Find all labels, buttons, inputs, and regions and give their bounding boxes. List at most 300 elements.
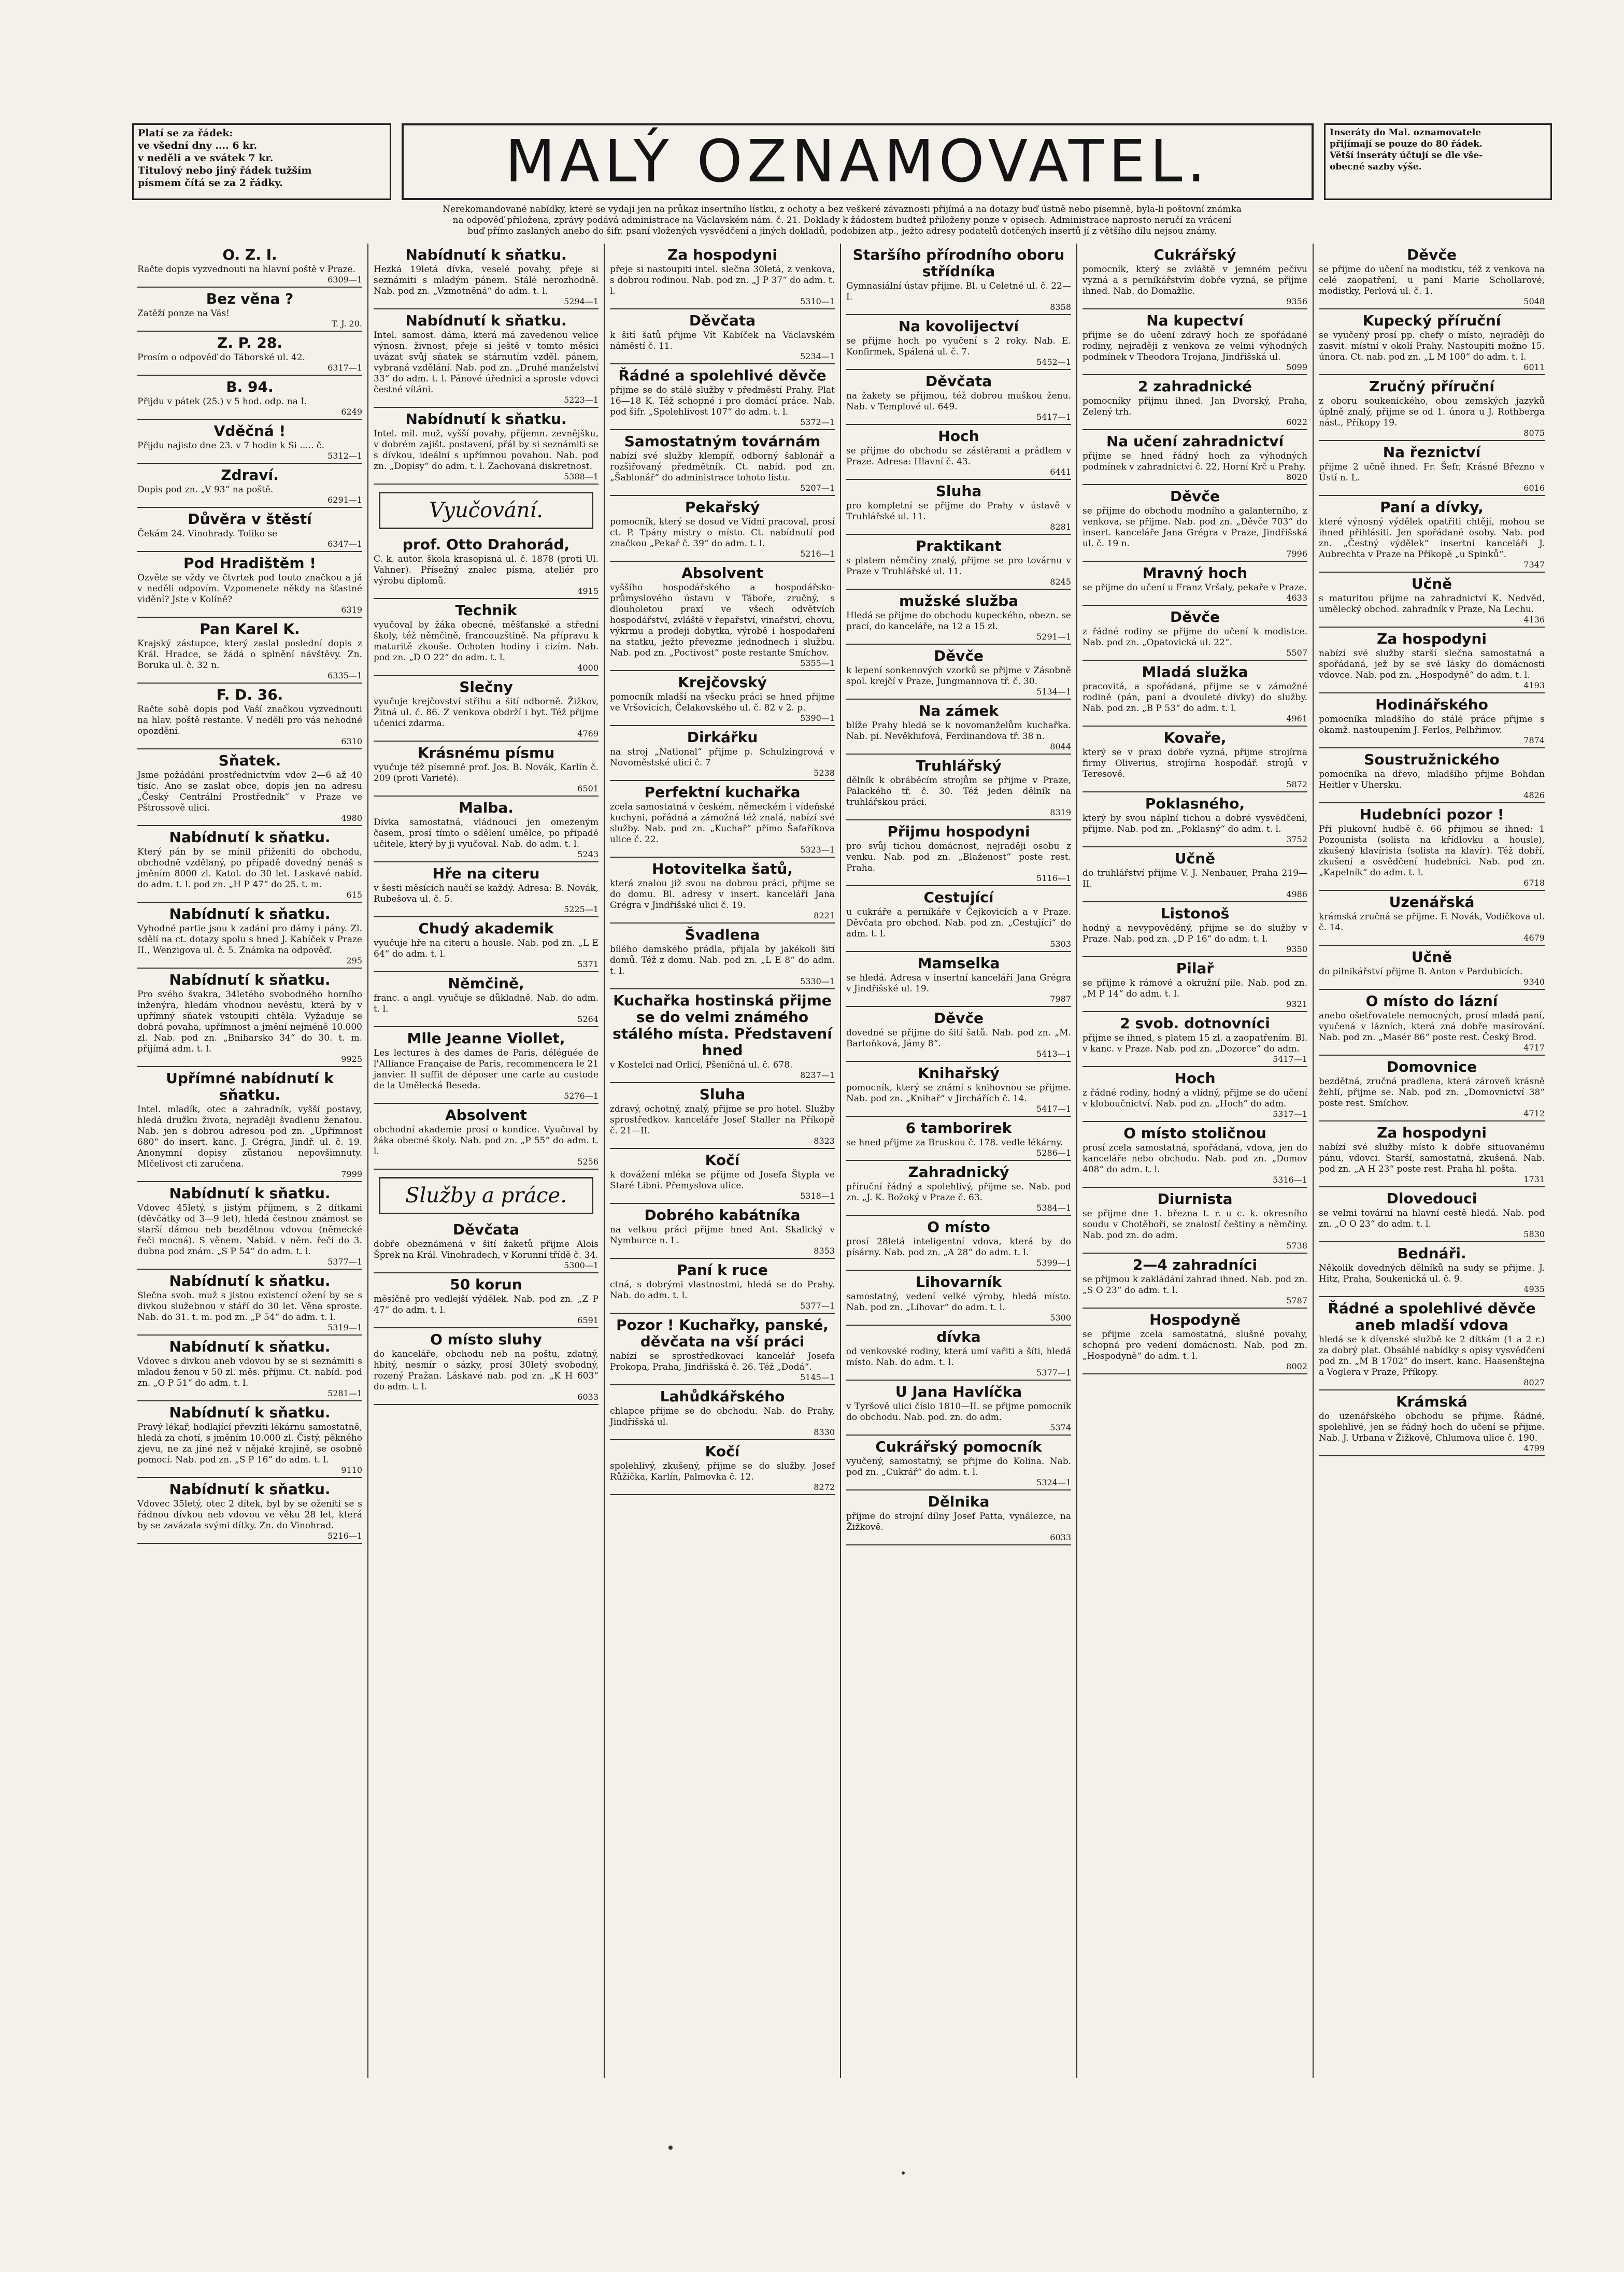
classified-ad xyxy=(137,1185,362,1267)
classified-ad xyxy=(1319,1190,1545,1239)
ad-reference-number: 8221 xyxy=(814,911,835,920)
classified-ad xyxy=(137,247,362,285)
ad-divider xyxy=(1082,1373,1307,1374)
ad-body: Intel. mil. muž, vyšší povahy, příjemn. zevnějšku, v dobrém zajišt. postavení, přál by si seznámiti se s dívkou, ideální s upřímnou povahou. Nab. pod zn. „Dopisy“ do adm. t. l. Zachovaná diskretnost. xyxy=(374,429,599,472)
classified-ad xyxy=(610,1207,835,1256)
ad-title: Nabídnutí k sňatku. xyxy=(169,1338,331,1355)
ad-body: prosí zcela samostatná, spořádaná, vdova, jen do kanceláře nebo obchodu. Nab. pod zn. „Domov 408“ do adm. t. l. xyxy=(1082,1143,1307,1175)
classified-ad xyxy=(610,367,835,427)
ad-body: blíže Prahy hledá se k novomanželům kuchařka. Nab. pí. Nevěklufová, Ferdinandova tř. 38 n. xyxy=(846,720,1071,742)
classified-ad xyxy=(1082,488,1307,559)
ad-reference-number: 9925 xyxy=(341,1054,362,1064)
ad-body: Vdovec 45letý, s jistým příjmem, s 2 dítkami (děvčátky od 3—9 let), hledá čestnou známost se starší dámou neb bezdětnou vdovou (německé řeči mocná). S věnem. Nabíd. v něm. řeči do 3. dubna pod znám. „S P 54“ do adm. t. l. xyxy=(137,1203,362,1257)
ad-reference-number: 5116—1 xyxy=(1036,873,1071,883)
ad-reference-number: 6033 xyxy=(577,1392,599,1402)
ad-title: Nabídnutí k sňatku. xyxy=(169,1481,331,1498)
ad-divider xyxy=(610,857,835,858)
rates-line: Platí se za řádek: xyxy=(138,127,233,139)
ad-title: Na zámek xyxy=(918,702,999,719)
ad-title: Pekařský xyxy=(685,499,760,516)
ad-column xyxy=(605,244,841,2078)
ad-title: 50 korun xyxy=(450,1276,522,1293)
ad-title: O místo stoličnou xyxy=(1123,1125,1266,1142)
administration-notice xyxy=(132,204,1552,237)
ad-body: pomocník, který se zvláště v jemném pečivu vyzná a s perníkářstvím dobře vyzná, se přijme ihned. Nab. do Domažlic. xyxy=(1082,264,1307,296)
ad-body: přijme se ihned, s platem 15 zl. a zaopatřením. Bl. v kanc. v Praze. Nab. pod zn. „Dozorce“ do adm. xyxy=(1082,1033,1307,1054)
ad-body: se přijme do učení na modistku, též z venkova na celé zaopatření, u paní Marie Schollarové, modistky, Perlová ul. č. 1. xyxy=(1319,264,1545,296)
notice-line: buď přímo zaslaných anebo do šifr. psaní vložených vysvědčení a jiných dokladů, podobizen atp., ježto adresy podatelů dotčených insertů jí z většího dílu nejsou známy. xyxy=(467,226,1217,236)
classified-ad xyxy=(137,1339,362,1398)
ad-body: se vyučený prosí pp. chefy o místo, nejraději do zasvit. místní v okolí Prahy. Nastoupiti možno 15. února. Ct. nab. pod zn. „L M 100“ do adm. t. l. xyxy=(1319,330,1545,362)
classified-ad xyxy=(1319,1125,1545,1184)
ad-title: dívka xyxy=(936,1328,981,1345)
ad-title: Sluha xyxy=(935,482,982,500)
classified-ad xyxy=(374,1222,599,1270)
ad-title: Hodinářského xyxy=(1375,696,1488,713)
classified-ad xyxy=(137,555,362,615)
classified-ad xyxy=(374,411,599,481)
ad-divider xyxy=(846,479,1071,480)
classified-ad xyxy=(846,593,1071,642)
classified-ad xyxy=(846,538,1071,587)
ad-title: Děvče xyxy=(1406,246,1457,263)
ad-body: Přijdu v pátek (25.) v 5 hod. odp. na I. xyxy=(137,396,307,407)
ad-body: Jsme požádáni prostřednictvím vdov 2—6 až 40 tisíc. Ano se zaslat obce, dopis jen na adresu „Český Centrální Prostředník“ v Praze ve Pštrossově ulici. xyxy=(137,770,362,813)
ad-reference-number: 5355—1 xyxy=(800,658,835,668)
ad-divider xyxy=(846,699,1071,700)
classified-ad xyxy=(610,565,835,668)
ad-title: Slečny xyxy=(459,678,513,695)
classified-ad xyxy=(1082,1312,1307,1371)
ad-body: v Tyršově ulici číslo 1810—II. se přijme pomocník do obchodu. Nab. pod. zn. do adm. xyxy=(846,1401,1071,1423)
ad-divider xyxy=(137,825,362,826)
ad-divider xyxy=(137,507,362,508)
ad-divider xyxy=(1082,429,1307,430)
classified-ad xyxy=(846,483,1071,532)
classified-ad xyxy=(1319,993,1545,1053)
print-speck xyxy=(902,2171,905,2175)
ad-title: Kupecký příruční xyxy=(1362,312,1501,329)
ad-body: zdravý, ochotný, znalý, přijme se pro hotel. Služby sprostředkov. kanceláře Josef Staller na Příkopě č. 21—II. xyxy=(610,1104,835,1136)
ad-title: Soustružnického xyxy=(1364,751,1500,768)
classified-ad xyxy=(1319,949,1545,987)
ad-title: Kuchařka hostinská přijme se do velmi známého stálého místa. Představení hned xyxy=(612,992,832,1059)
ad-body: se hned přijme za Bruskou č. 178. vedle lékárny. xyxy=(846,1138,1063,1148)
ad-body: Přijdu najisto dne 23. v 7 hodin k Si ..... č. xyxy=(137,441,324,451)
ad-body: se přijme k rámové a okružní pile. Nab. pod zn. „M P 14“ do adm. t. l. xyxy=(1082,978,1307,999)
classified-ad xyxy=(374,536,599,596)
classified-ad xyxy=(610,784,835,855)
ad-reference-number: 6347—1 xyxy=(327,539,362,549)
ad-title: Z. P. 28. xyxy=(217,334,283,351)
classified-ad xyxy=(1082,1191,1307,1251)
ad-title: Krámská xyxy=(1396,1393,1468,1410)
ad-body: hodný a nevypověděný, přijme se do služby v Praze. Nab. pod zn. „D P 16“ do adm. t. l. xyxy=(1082,923,1307,944)
ad-divider xyxy=(137,902,362,903)
ad-title: U Jana Havlíčka xyxy=(895,1383,1022,1400)
ad-reference-number: 4193 xyxy=(1523,680,1545,690)
ad-divider xyxy=(1082,1253,1307,1254)
ad-divider xyxy=(374,1103,599,1104)
ad-body: v šesti měsících naučí se každý. Adresa: B. Novák, Rubešova ul. č. 5. xyxy=(374,883,599,904)
ad-divider xyxy=(610,1384,835,1385)
classified-ad xyxy=(1319,313,1545,372)
ad-divider xyxy=(610,308,835,309)
ad-title: Nabídnutí k sňatku. xyxy=(169,971,331,988)
ad-title: Sluha xyxy=(699,1086,746,1103)
ad-title: Nabídnutí k sňatku. xyxy=(169,905,331,922)
ad-divider xyxy=(137,617,362,618)
classified-ad xyxy=(1082,1257,1307,1305)
ad-body: z řádné rodiny se přijme do učení k modistce. Nab. pod zn. „Opatovická ul. 22“. xyxy=(1082,627,1307,648)
ad-reference-number: 4935 xyxy=(1523,1284,1545,1294)
ad-title: Krejčovský xyxy=(678,674,767,691)
ad-title: Řádné a spolehlivé děvče xyxy=(618,367,827,384)
classified-ad xyxy=(374,1276,599,1325)
ad-divider xyxy=(137,1334,362,1336)
ad-title: Děvče xyxy=(933,1010,984,1027)
ad-body: k lepení sonkenových vzorků se přijme v Zásobně spol. krejčí v Praze, Jungmannova tř. č. 30. xyxy=(846,665,1071,687)
ad-title: Nabídnutí k sňatku. xyxy=(169,1404,331,1421)
ad-body: Krajský zástupce, který zaslal poslední dopis z Král. Hradce, se žádá o splnění návštěvy. Zn. Boruka ul. č. 32 n. xyxy=(137,638,362,671)
ad-divider xyxy=(610,495,835,496)
ad-columns xyxy=(132,244,1552,2078)
ad-title: O. Z. I. xyxy=(222,246,277,263)
classified-ad xyxy=(1082,850,1307,899)
ad-body: pomocníka mladšího do stálé práce přijme s okamž. nastoupením J. Ferlos, Pelhřimov. xyxy=(1319,714,1545,735)
ad-title: Nabídnutí k sňatku. xyxy=(169,829,331,846)
classified-ad xyxy=(1319,894,1545,943)
classified-ad xyxy=(610,313,835,361)
ad-divider xyxy=(374,861,599,862)
ad-body: Při plukovní hudbě č. 66 přijmou se ihned: 1 Pozounista (solista na křídlovku a housle), zkušený klavírista (solista na klavír). Též dobří, zkušení a osvědčení hudebníci. Nab. pod zn. „Kapelník“ do adm. t. l. xyxy=(1319,824,1545,878)
classified-ad xyxy=(1082,730,1307,789)
ad-title: Vděčná ! xyxy=(213,422,286,439)
ad-divider xyxy=(1319,1241,1545,1242)
classified-ad xyxy=(374,247,599,306)
ad-body: pro svůj tichou domácnost, nejraději osobu z venku. Nab. pod zn. „Blaženost“ poste rest. Praha. xyxy=(846,841,1071,873)
ad-body: přijme se do učení zdravý hoch ze spořádané rodiny, nejraději z venkova ze velmi výhodných podmínek v Theodora Trojana, Jindřišská ul. xyxy=(1082,330,1307,362)
ad-divider xyxy=(137,463,362,464)
classified-ad xyxy=(374,865,599,914)
ad-divider xyxy=(137,1477,362,1478)
ad-reference-number: 7999 xyxy=(341,1169,362,1179)
ad-reference-number: 4961 xyxy=(1286,714,1307,723)
ad-body: které výnosný výdělek opatřiti chtějí, mohou se ihned přihlásiti. Jen spořádané osoby. Nab. pod zn. „Čestný výdělek“ insertní kanceláři J. Aubrechta v Praze na Příkopě „u Spinků“. xyxy=(1319,517,1545,560)
ad-title: Děvče xyxy=(1170,608,1220,626)
ad-title: Mlle Jeanne Viollet, xyxy=(407,1030,565,1047)
classified-ad xyxy=(137,423,362,461)
classified-ad xyxy=(846,318,1071,367)
classified-ad xyxy=(610,1086,835,1146)
ad-title: Cestující xyxy=(923,889,994,906)
ad-body: Vyhodné partie jsou k zadání pro dámy i pány. Zl. sdělí na ct. dotazy spolu s hned J. Kabíček v Praze II., Wenzigova ul. č. 5. Známka na odpověď. xyxy=(137,924,362,956)
ad-body: vyučený, samostatný, se přijme do Kolína. Nab. pod zn. „Cukrář“ do adm. t. l. xyxy=(846,1456,1071,1478)
ad-reference-number: 5276—1 xyxy=(564,1091,599,1101)
ad-title: prof. Otto Drahorád, xyxy=(402,536,570,553)
classified-ad xyxy=(374,920,599,969)
ad-reference-number: 4826 xyxy=(1523,790,1545,800)
ad-body: Intel. mladík, otec a zahradník, vyšší postavy, hledá družku života, nejraději švadlenu ženatou. Nab. jen s dobrou adresou pod zn. „Upřímnost 680“ do insert. kanc. J. Grégra, Jindř. ul. č. 19. Anonymní dopisy zůstanou nepovšimnuty. Mlčelivost cti zaručena. xyxy=(137,1104,362,1169)
ad-body: nabízí své služby klempíř, odborný šablonář a rozšiřovaný předmětník. Ct. nabíd. pod zn. „Šablonář“ do administrace tohoto listu. xyxy=(610,451,835,483)
ad-divider xyxy=(137,683,362,684)
ad-reference-number: 5316—1 xyxy=(1273,1175,1307,1185)
ad-title: Absolvent xyxy=(445,1106,527,1124)
classified-ad xyxy=(846,823,1071,883)
ad-title: Za hospodyni xyxy=(667,246,777,263)
ad-reference-number: 6501 xyxy=(577,784,599,793)
ad-reference-number: 5330—1 xyxy=(800,976,835,986)
ad-divider xyxy=(137,375,362,376)
ad-title: Pilař xyxy=(1176,960,1214,977)
ad-reference-number: 6033 xyxy=(1050,1532,1071,1542)
classified-ad xyxy=(846,1384,1071,1432)
classified-ad xyxy=(610,927,835,986)
classified-ad xyxy=(846,1329,1071,1378)
ad-body: zcela samostatná v českém, německém i vídeňské kuchyni, pořádná a zámožná též znalá, nabízí své služby. Nab. pod zn. „Kuchař“ přímo Šafaříkova ulice č. 22. xyxy=(610,802,835,845)
ad-body: Pro svého švakra, 34letého svobodného horního inženýra, hledám vhodnou nevěstu, která by v upřímný sňatek vstoupiti chtěla. Vyžaduje se dobrá povaha, upřímnost a jmění nejméně 10.000 zl. Nab. pod zn. „Bniharsko 34“ do 30. t. m. přijímá adm. t. l. xyxy=(137,989,362,1054)
ad-divider xyxy=(374,1327,599,1328)
ad-reference-number: 8323 xyxy=(814,1136,835,1146)
classified-ad xyxy=(374,745,599,793)
ad-divider xyxy=(374,484,599,485)
classified-ad xyxy=(137,379,362,417)
ad-title: F. D. 36. xyxy=(216,686,283,703)
classified-ad xyxy=(610,499,835,559)
ad-reference-number: 5264 xyxy=(577,1014,599,1024)
classified-ad xyxy=(1082,796,1307,844)
ad-body: se přijmou k zakládání zahrad ihned. Nab. pod zn. „S O 23“ do adm. t. l. xyxy=(1082,1274,1307,1296)
ad-divider xyxy=(374,796,599,797)
ad-reference-number: 5300 xyxy=(1050,1313,1071,1323)
ad-body: s platem němčiny znalý, přijme se pro továrnu v Praze v Truhlářské ul. 11. xyxy=(846,556,1071,577)
ad-reference-number: 8027 xyxy=(1523,1378,1545,1387)
ad-title: Uzenářská xyxy=(1389,893,1475,911)
ad-reference-number: 5830 xyxy=(1523,1229,1545,1239)
ad-body: anebo ošetřovatele nemocných, prosí mladá paní, vyučená v lázních, která zná dobře masírování. Nab. pod zn. „Masér 86“ poste rest. Český Brod. xyxy=(1319,1011,1545,1043)
ad-divider xyxy=(846,314,1071,315)
ad-title: Pan Karel K. xyxy=(200,620,300,637)
ad-divider xyxy=(1082,605,1307,606)
ad-body: pomocníky přijmu ihned. Jan Dvorský, Praha, Zelený trh. xyxy=(1082,396,1307,417)
ad-reference-number: 5216—1 xyxy=(800,549,835,559)
limits-line: Větší inseráty účtují se dle vše- xyxy=(1330,150,1483,161)
ad-body: samostatný, vedení velké výroby, hledá místo. Nab. pod zn. „Lihovar“ do adm. t. l. xyxy=(846,1291,1071,1313)
classified-ad xyxy=(137,335,362,373)
ad-column xyxy=(841,244,1077,2078)
ad-title: Listonoš xyxy=(1160,905,1230,922)
ad-body: pro kompletní se přijme do Prahy v ústavě v Truhlářské ul. 11. xyxy=(846,501,1071,522)
ad-reference-number: 5417—1 xyxy=(1036,1104,1071,1114)
ad-divider xyxy=(846,1160,1071,1161)
ad-divider xyxy=(1082,1011,1307,1012)
ad-body: se přijme do učení u Franz Vršaly, pekaře v Praze. xyxy=(1082,583,1307,593)
notice-line: Nerekomandované nabídky, které se vydají jen na průkaz insertního lístku, z ochoty a bez veškeré závaznosti přijímá a na dotazy buď ústně nebo písemně, byla-li poštovní známka xyxy=(443,204,1242,215)
ad-title: O místo sluhy xyxy=(430,1331,542,1348)
ad-reference-number: 5507 xyxy=(1286,648,1307,658)
ad-reference-number: 5243 xyxy=(577,849,599,859)
classified-ad xyxy=(610,861,835,920)
ad-divider xyxy=(610,780,835,781)
ad-column xyxy=(368,244,605,2078)
ad-reference-number: 5384—1 xyxy=(1036,1203,1071,1213)
classified-ad xyxy=(1082,1070,1307,1119)
ad-reference-number: 4679 xyxy=(1523,933,1545,943)
ad-reference-number: 7347 xyxy=(1523,560,1545,570)
ad-divider xyxy=(1319,374,1545,375)
ad-title: Na učení zahradnictví xyxy=(1106,433,1284,450)
ad-reference-number: 5738 xyxy=(1286,1241,1307,1251)
classified-ad xyxy=(1319,806,1545,888)
notice-line: na odpověď přiložena, zprávy podává administrace na Václavském nám. č. 21. Doklady k žádostem budtež přiloženy ponze v opisech. Administrace naprosto neručí za vrácení xyxy=(452,215,1232,225)
ad-divider xyxy=(610,561,835,562)
ad-divider xyxy=(610,1258,835,1259)
classified-ad xyxy=(846,1065,1071,1114)
ad-title: Na kovolijectví xyxy=(898,318,1019,335)
ad-body: Ozvěte se vždy ve čtvrtek pod touto značkou a já v neděli odpovím. Vzpomenete někdy na šťastné vidění? Jste v Kolíně? xyxy=(137,573,362,605)
ad-body: Račte dopis vyzvednouti na hlavní poště v Praze. xyxy=(137,264,355,275)
ad-body: Gymnasiální ústav přijme. Bl. u Celetné ul. č. 22—I. xyxy=(846,281,1071,302)
classified-ad xyxy=(1319,697,1545,745)
ad-title: Truhlářský xyxy=(916,757,1002,774)
ad-body: se přijme dne 1. března t. r. u c. k. okresního soudu v Chotěboři, se znalostí češtiny a němčiny. Nab. pod zn. do adm. xyxy=(1082,1209,1307,1241)
ad-title: Nabídnutí k sňatku. xyxy=(405,312,567,329)
classified-ad xyxy=(374,313,599,405)
ad-body: Dívka samostatná, vládnoucí jen omezeným časem, prosí tímto o sdělení umělce, po případě učitele, který by ji vyučoval. Nab. do adm. t. l. xyxy=(374,817,599,849)
ad-title: Dlovedouci xyxy=(1386,1190,1477,1207)
ad-divider xyxy=(1319,1055,1545,1056)
ad-divider xyxy=(374,1272,599,1273)
ad-body: měsíčně pro vedlejší výdělek. Nab. pod zn. „Z P 47“ do adm. t. l. xyxy=(374,1294,599,1315)
ad-body: Intel. samost. dáma, která má zavedenou velice výnosn. živnost, přeje si ještě v tomto měsíci uvázat svůj sňatek se stárnutím vzděl. pánem, vybraná vzdělání. Nab. pod zn. „Druhé manželství 33“ do adm. t. l. Pánové úřednici a sproste vdovci čestné vítáni. xyxy=(374,330,599,395)
ad-divider xyxy=(846,1270,1071,1271)
ad-reference-number: 6291—1 xyxy=(327,495,362,505)
print-speck xyxy=(668,2146,673,2150)
ad-reference-number: 5225—1 xyxy=(564,904,599,914)
classified-ad xyxy=(610,674,835,723)
ad-body: přijme se do stálé služby v předměstí Prahy. Plat 16—18 K. Též schopné i pro domácí práce. Nab. pod šifr. „Spolehlivost 107“ do adm. t. l. xyxy=(610,385,835,417)
classified-ad xyxy=(1319,1394,1545,1453)
classified-ad xyxy=(137,906,362,965)
ad-title: Nabídnutí k sňatku. xyxy=(169,1185,331,1202)
classified-ad xyxy=(1082,1015,1307,1064)
ad-reference-number: 1731 xyxy=(1523,1174,1545,1184)
ad-title: Dirkářku xyxy=(687,729,758,746)
ad-body: pomocník mladší na všecku práci se hned přijme ve Vršovicích, Čelakovského ul. č. 82 v 2. p. xyxy=(610,692,835,713)
ad-body: se velmi tovární na hlavní cestě hledá. Nab. pod zn. „O O 23“ do adm. t. l. xyxy=(1319,1208,1545,1229)
ad-divider xyxy=(374,741,599,742)
ad-title: Nabídnutí k sňatku. xyxy=(405,246,567,263)
ad-body: k šití šatů přijme Vít Kabíček na Václavském náměstí č. 11. xyxy=(610,330,835,351)
ad-divider xyxy=(610,725,835,726)
ad-body: příruční řádný a spolehlivý, přijme se. Nab. pod zn. „J. K. Božoký v Praze č. 63. xyxy=(846,1182,1071,1203)
ad-title: Malba. xyxy=(459,799,514,816)
ad-divider xyxy=(1082,484,1307,485)
ad-body: pomocník, který se známí s knihovnou se přijme. Nab. pod zn. „Knihař“ v Jirchářích č. 14. xyxy=(846,1083,1071,1104)
ad-title: Na řeznictví xyxy=(1383,444,1481,461)
ad-reference-number: 5256 xyxy=(577,1157,599,1167)
ad-reference-number: 5323—1 xyxy=(800,845,835,855)
ad-title: Lihovarník xyxy=(916,1273,1002,1290)
ad-body: přeje si nastoupiti intel. slečna 30letá, z venkova, s dobrou rodinou. Nab. pod zn. „J P 37“ do adm. t. l. xyxy=(610,264,835,296)
classified-ad xyxy=(610,992,835,1080)
classified-ad xyxy=(137,467,362,505)
classified-ad xyxy=(846,1439,1071,1487)
ad-body: do truhlářství přijme V. J. Nenbauer, Praha 219—II. xyxy=(1082,868,1307,889)
ad-reference-number: 4633 xyxy=(1286,593,1307,603)
ad-body: Hledá se přijme do obchodu kupeckého, obezn. se prací, do kanceláře, na 12 a 15 zl. xyxy=(846,610,1071,632)
ad-divider xyxy=(374,407,599,408)
ad-title: 2 svob. dotnovníci xyxy=(1120,1015,1270,1032)
ad-divider xyxy=(374,308,599,309)
ad-title: Na kupectví xyxy=(1146,312,1244,329)
limits-line: obecné sazby výše. xyxy=(1330,162,1422,172)
ad-title: 2 zahradnické xyxy=(1137,378,1252,395)
ad-title: Kočí xyxy=(705,1152,740,1169)
ad-title: Učně xyxy=(1411,575,1452,592)
classified-ad xyxy=(1319,1059,1545,1118)
ad-title: Děvčata xyxy=(689,312,756,329)
ad-reference-number: 615 xyxy=(346,890,362,900)
ad-divider xyxy=(374,675,599,676)
ad-reference-number: 5390—1 xyxy=(800,713,835,723)
ad-reference-number: 8237—1 xyxy=(800,1070,835,1080)
ad-reference-number: 8020 xyxy=(1286,472,1307,482)
ad-body: Pravý lékař, hodlající převzíti lékárnu samostatně, hledá za chotí, s jměním 10.000 zl. Čistý, pěkného zjevu, ne za jiné než v nějaké krajině, se osobně pomocí. Nab. pod zn. „S P 16“ do adm. t. l. xyxy=(137,1422,362,1465)
limits-line: přijímají se pouze do 80 řádek. xyxy=(1330,139,1483,149)
ad-divider xyxy=(137,1269,362,1270)
ad-title: Upřímné nabídnutí k sňatku. xyxy=(166,1070,334,1103)
ad-reference-number: 5145—1 xyxy=(800,1372,835,1382)
ad-body: spolehlivý, zkušený, přijme se do služby. Josef Růžička, Karlín, Palmovka č. 12. xyxy=(610,1461,835,1482)
ad-divider xyxy=(846,1380,1071,1381)
ad-title: Sňatek. xyxy=(218,752,281,769)
classified-ad xyxy=(137,829,362,900)
ad-divider xyxy=(1319,1296,1545,1297)
ad-divider xyxy=(1082,901,1307,902)
ad-reference-number: 5787 xyxy=(1286,1296,1307,1305)
ad-divider xyxy=(137,748,362,749)
ad-divider xyxy=(846,1061,1071,1062)
ad-reference-number: 8319 xyxy=(1050,807,1071,817)
ad-reference-number: 9340 xyxy=(1523,977,1545,987)
ad-column xyxy=(1077,244,1314,2078)
ad-reference-number: 5374 xyxy=(1050,1423,1071,1432)
ad-reference-number: 6022 xyxy=(1286,417,1307,427)
ad-title: Paní k ruce xyxy=(677,1261,768,1279)
classified-ad xyxy=(846,955,1071,1004)
classified-ad xyxy=(1082,378,1307,427)
ad-divider xyxy=(610,1203,835,1204)
ad-body: na velkou práci přijme hned Ant. Skalický v Nymburce n. L. xyxy=(610,1225,835,1246)
ad-reference-number: 8330 xyxy=(814,1427,835,1437)
ad-title: Mladá služka xyxy=(1142,663,1248,680)
ad-body: přijme do strojní dílny Josef Patta, vynálezce, na Žižkově. xyxy=(846,1511,1071,1532)
ad-title: 6 tamborirek xyxy=(905,1119,1012,1137)
ad-divider xyxy=(137,331,362,332)
ad-reference-number: 8075 xyxy=(1523,428,1545,438)
ad-reference-number: 5238 xyxy=(814,768,835,778)
ad-reference-number: 5134—1 xyxy=(1036,687,1071,697)
ad-reference-number: 5377—1 xyxy=(327,1257,362,1267)
classified-ad xyxy=(1319,631,1545,690)
ad-body: ctná, s dobrými vlastnostmi, hledá se do Prahy. Nab. do adm. t. l. xyxy=(610,1280,835,1301)
ad-body: Dopis pod zn. „V 93“ na poště. xyxy=(137,485,274,495)
ad-body: do kanceláře, obchodu neb na poštu, zdatný, hbitý, nesmír o sázky, prosí 30letý svobodný, rozený Pražan. Láskavé nab. pod zn. „K H 603“ do adm. t. l. xyxy=(374,1349,599,1392)
ad-title: Nabídnutí k sňatku. xyxy=(169,1272,331,1289)
classified-ad xyxy=(1082,905,1307,954)
ad-reference-number: 5300—1 xyxy=(564,1260,599,1270)
